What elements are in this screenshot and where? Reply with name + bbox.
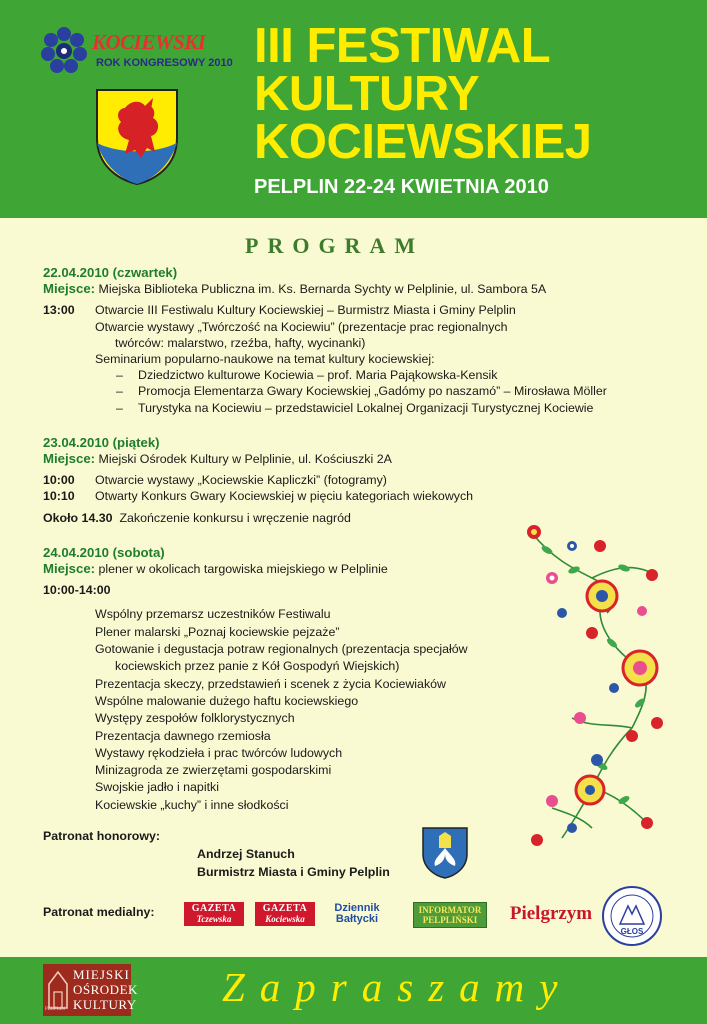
seminar-text: Promocja Elementarza Gwary Kociewskiej „Gadómy po naszamó” – Mirosława Möller [138, 384, 607, 399]
activity-item: Swojskie jadło i napitki [95, 780, 219, 795]
church-tower-icon [47, 970, 69, 1010]
mok-logo [43, 964, 138, 1016]
day-place [43, 281, 683, 297]
schedule-time: 10:00 [43, 473, 75, 488]
place-text: Miejska Biblioteka Publiczna im. Ks. Bernarda Sychty w Pelplinie, ul. Sambora 5A [98, 282, 547, 297]
patron-role: Burmistrz Miasta i Gminy Pelplin [197, 865, 390, 879]
place-label: Miejsce: [43, 281, 96, 297]
media-patronage-label: Patronat medialny: [43, 905, 155, 919]
informator-line-2: PELPLIŃSKI [422, 915, 478, 925]
gazeta-label: GAZETA [191, 903, 237, 914]
mok-line-1: MIEJSKI [73, 967, 130, 982]
dziennik-baltycki-logo [327, 902, 387, 926]
activity-item: Minizagroda ze zwierzętami gospodarskimi [95, 763, 332, 778]
activity-item: Plener malarski „Poznaj kociewskie pejzaże” [95, 624, 340, 639]
pelplin-coat-of-arms-icon [421, 826, 469, 880]
mok-line-2: OŚRODEK [73, 982, 138, 997]
gazeta-city: Kociewska [265, 914, 305, 924]
dash: – [116, 400, 123, 415]
radio-glos-logo [600, 884, 664, 948]
schedule-text: Otwarcie wystawy „Kociewskie Kapliczki” (fotogramy) [95, 473, 387, 488]
closing-time: Około 14.30 [43, 510, 113, 525]
dziennik-line-2: Bałtycki [335, 913, 379, 925]
glos-label: GŁOS [620, 927, 644, 936]
schedule-row [43, 488, 683, 504]
dash: – [116, 384, 123, 399]
title-line-2: KULTURY [254, 67, 480, 121]
gazeta-kociewska-logo [255, 902, 315, 926]
informator-pelplinski-logo [413, 902, 487, 928]
schedule-text: twórców: malarstwo, rzeźba, hafty, wycinanki) [115, 335, 366, 350]
pielgrzym-logo: Pielgrzym [509, 903, 593, 924]
gazeta-label: GAZETA [262, 903, 308, 914]
festival-date-place: PELPLIN 22-24 KWIETNIA 2010 [254, 176, 549, 198]
seminar-text: Dziedzictwo kulturowe Kociewia – prof. Maria Pająkowska-Kensik [138, 368, 498, 383]
activity-item: Wspólny przemarsz uczestników Festiwalu [95, 607, 331, 622]
activity-item: kociewskich przez panie z Kół Gospodyń Wiejskich) [115, 659, 400, 674]
patron-name: Andrzej Stanuch [197, 847, 295, 861]
honorary-patronage-label: Patronat honorowy: [43, 829, 161, 843]
place-text: plener w okolicach targowiska miejskiego w Pelplinie [98, 562, 388, 577]
seminar-item [43, 383, 683, 399]
schedule-time: 13:00 [43, 303, 75, 318]
seminar-item [43, 400, 683, 416]
title-line-3: KOCIEWSKIEJ [254, 115, 592, 169]
program-heading: PROGRAM [245, 233, 425, 258]
schedule-row [43, 302, 683, 318]
brand-name: KOCIEWSKI [92, 30, 206, 54]
dziennik-line-1: Dziennik [334, 902, 380, 914]
cornflower-icon [40, 26, 88, 74]
place-label: Miejsce: [43, 561, 96, 577]
schedule-text: Otwarcie wystawy „Twórczość na Kociewiu” (prezentacje prac regionalnych [95, 319, 508, 334]
closing-text: Zakończenie konkursu i wręczenie nagród [119, 510, 351, 525]
day-2 [43, 435, 683, 526]
schedule-text: Otwarcie III Festiwalu Kultury Kociewskiej – Burmistrz Miasta i Gminy Pelplin [95, 303, 516, 318]
festival-title [254, 19, 592, 169]
activity-item: Występy zespołów folklorystycznych [95, 711, 295, 726]
activity-item: Prezentacja dawnego rzemiosła [95, 728, 271, 743]
gazeta-city: Tczewska [196, 914, 232, 924]
schedule-row [43, 472, 683, 488]
mok-line-3: KULTURY [73, 997, 137, 1012]
day-date: 22.04.2010 (czwartek) [43, 265, 178, 280]
place-text: Miejski Ośrodek Kultury w Pelplinie, ul. Kościuszki 2A [98, 452, 392, 467]
schedule-text: Otwarty Konkurs Gwary Kociewskiej w pięciu kategoriach wiekowych [95, 489, 474, 504]
header-banner [0, 0, 707, 218]
schedule-text: Seminarium popularno-naukowe na temat kultury kociewskiej: [95, 352, 435, 367]
griffin-coat-of-arms-icon [95, 88, 179, 186]
mok-town: PELPLIN [45, 1007, 65, 1012]
day-1 [43, 265, 683, 416]
seminar-text: Turystyka na Kociewiu – przedstawiciel Lokalnej Organizacji Turystycznej Kociewie [138, 400, 594, 415]
place-label: Miejsce: [43, 451, 96, 467]
brand-subtitle: ROK KONGRESOWY 2010 [96, 57, 233, 69]
kociewski-logo [40, 26, 240, 76]
schedule-time: 10:10 [43, 489, 75, 504]
activity-item: Kociewskie „kuchy” i inne słodkości [95, 797, 289, 812]
schedule-time: 10:00-14:00 [43, 583, 111, 598]
title-line-1: III FESTIWAL [254, 19, 551, 73]
invite-text: Zapraszamy [222, 964, 573, 1010]
activity-item: Gotowanie i degustacja potraw regionalnych (prezentacja specjałów [95, 642, 468, 657]
honorary-patron [197, 845, 390, 881]
informator-line-1: INFORMATOR [418, 905, 482, 915]
activity-item: Wystawy rękodzieła i prac twórców ludowych [95, 745, 343, 760]
day-date: 24.04.2010 (sobota) [43, 544, 165, 560]
seminar-item [43, 367, 683, 383]
gazeta-tczewska-logo [184, 902, 244, 926]
day-date: 23.04.2010 (piątek) [43, 434, 160, 450]
activity-item: Wspólne malowanie dużego haftu kociewskiego [95, 693, 359, 708]
day-place [43, 451, 683, 467]
kociewie-embroidery-icon [512, 518, 667, 853]
activity-item: Prezentacja skeczy, przedstawień i scenek z życia Kociewiaków [95, 676, 446, 691]
dash: – [116, 368, 123, 383]
